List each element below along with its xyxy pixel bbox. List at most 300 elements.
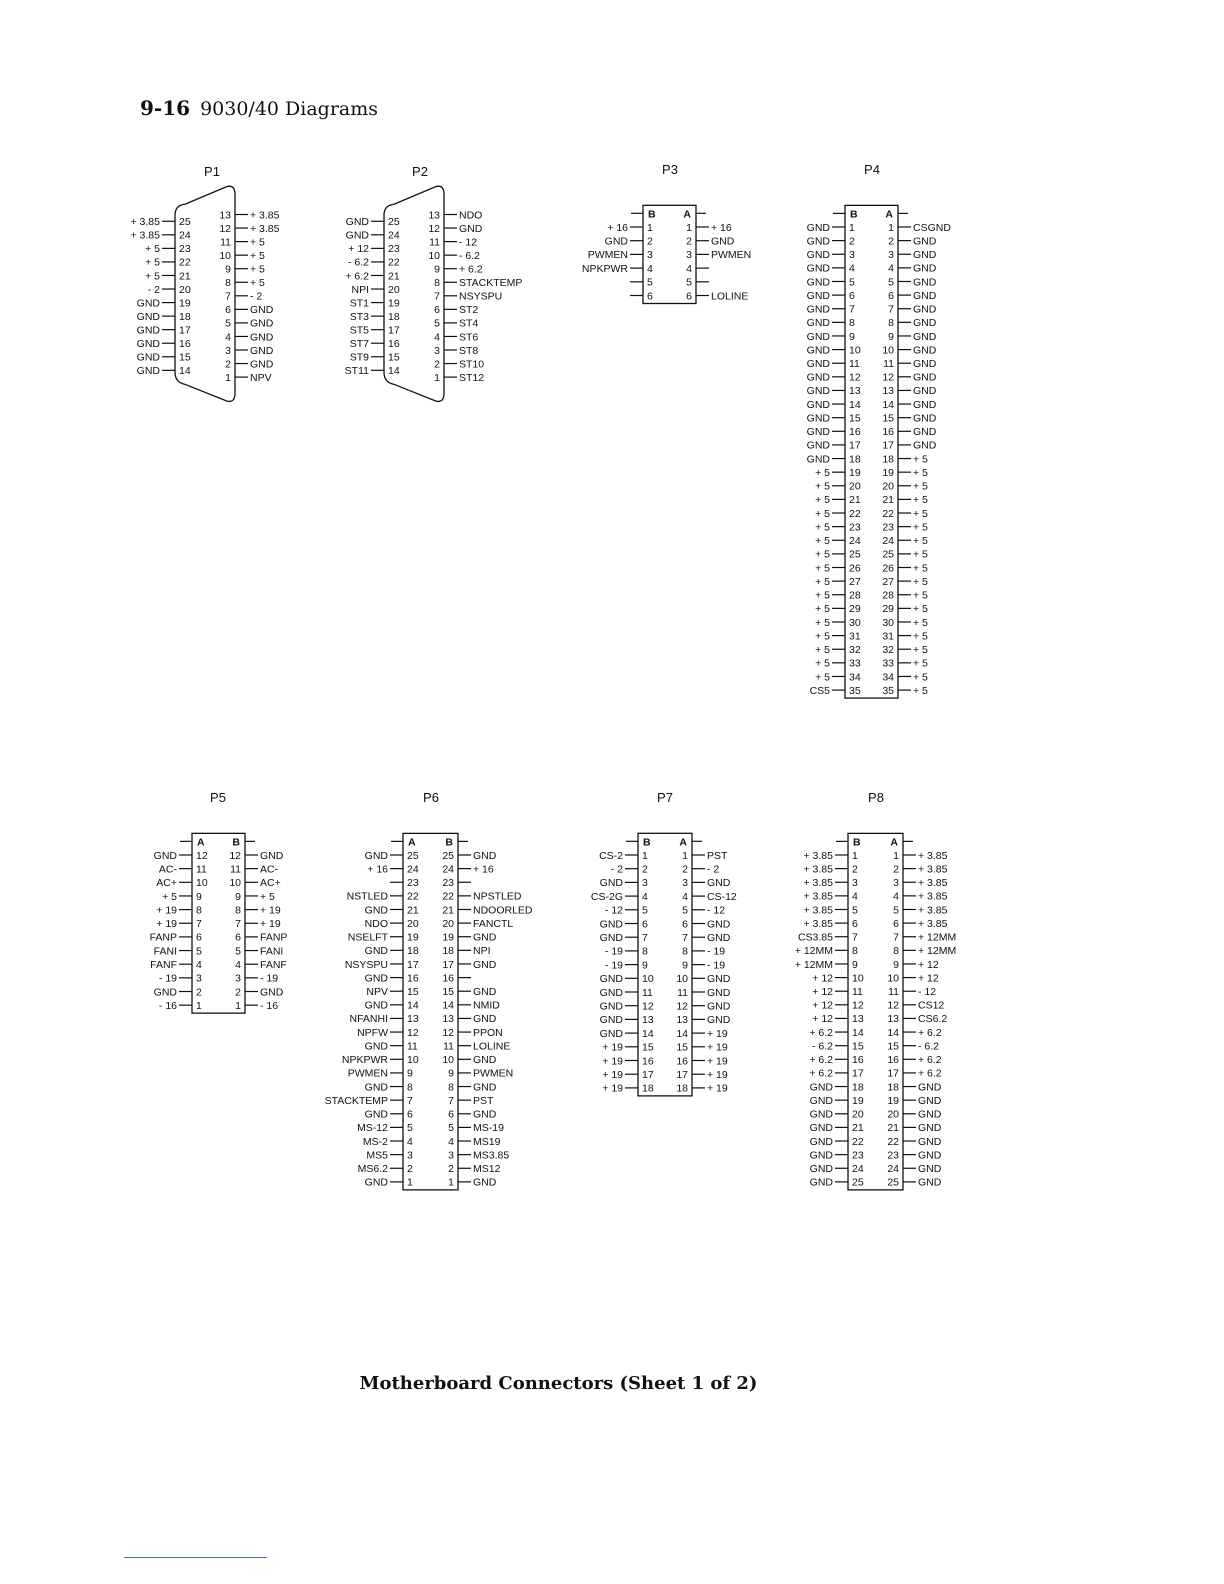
pin-number: 10 — [229, 877, 241, 890]
signal-label: - 19 — [604, 945, 623, 958]
signal-label: + 5 — [145, 243, 160, 256]
signal-label: ST5 — [349, 324, 369, 337]
signal-label: GND — [806, 453, 830, 466]
pin-number: 25 — [179, 216, 191, 229]
pin-number: 15 — [442, 986, 454, 998]
pin-number: 6 — [196, 931, 202, 944]
pin-number: 9 — [434, 263, 440, 276]
pin-number: 5 — [642, 904, 648, 917]
pin-number: 3 — [647, 249, 653, 262]
pin-number: 20 — [407, 917, 419, 930]
pin-number: 22 — [852, 1135, 864, 1148]
signal-label: + 5 — [250, 236, 265, 249]
pin-number: 20 — [388, 283, 400, 296]
signal-label: + 3.85 — [803, 917, 833, 930]
pin-number: 3 — [888, 249, 894, 262]
pin-number: 17 — [852, 1067, 864, 1080]
pin-number: 7 — [682, 932, 688, 944]
pin-number: 12 — [887, 999, 899, 1012]
pin-number: 12 — [676, 1000, 688, 1013]
signal-label: + 5 — [250, 249, 265, 262]
signal-label: NPKPWR — [581, 262, 628, 275]
pin-number: 25 — [388, 216, 400, 229]
pin-number: 16 — [852, 1054, 864, 1067]
signal-label: GND — [250, 358, 274, 371]
signal-label: GND — [918, 1176, 942, 1189]
signal-label: + 5 — [913, 671, 928, 684]
pin-number: 8 — [434, 277, 440, 290]
signal-label: + 6.2 — [918, 1054, 942, 1067]
pin-number: 18 — [388, 310, 400, 323]
pin-number: 25 — [852, 1176, 864, 1189]
pin-number: 22 — [442, 890, 454, 903]
signal-label: STACKTEMP — [324, 1094, 388, 1107]
pin-number: 7 — [225, 290, 231, 303]
pin-number: 2 — [849, 235, 855, 248]
signal-label: GND — [913, 235, 937, 248]
pin-number: 4 — [642, 890, 648, 903]
pin-number: 32 — [849, 644, 861, 657]
pin-number: 4 — [888, 262, 894, 275]
signal-label: ST2 — [459, 304, 479, 317]
pin-number: 6 — [434, 304, 440, 317]
signal-label: + 5 — [815, 466, 830, 479]
pin-number: 6 — [642, 918, 648, 931]
signal-label: + 19 — [260, 904, 281, 917]
signal-label: + 5 — [815, 575, 830, 588]
signal-label: NPI — [473, 945, 491, 958]
column-letter-left: A — [197, 836, 205, 849]
pin-number: 6 — [852, 917, 858, 930]
pin-number: 7 — [893, 931, 899, 944]
pin-number: 5 — [682, 904, 688, 917]
pin-number: 1 — [235, 999, 241, 1012]
signal-label: CS6.2 — [918, 1013, 948, 1026]
signal-label: GND — [806, 412, 830, 425]
pin-number: 16 — [676, 1055, 688, 1068]
pin-number: 6 — [682, 918, 688, 931]
signal-label: + 19 — [156, 918, 177, 931]
pin-number: 25 — [882, 548, 894, 561]
pin-number: 17 — [849, 439, 861, 452]
pin-number: 29 — [849, 603, 861, 616]
column-letter-right: A — [885, 208, 893, 221]
page-title: 9030/40 Diagrams — [200, 98, 379, 120]
signal-label: + 19 — [602, 1041, 623, 1054]
signal-label: CS-2G — [590, 890, 623, 903]
pin-number: 3 — [849, 249, 855, 262]
connector-p5 — [150, 790, 288, 1013]
column-letter-left: B — [643, 836, 651, 849]
pin-number: 9 — [235, 890, 241, 903]
signal-label: GND — [364, 1081, 388, 1094]
pin-number: 5 — [852, 904, 858, 917]
signal-label: GND — [153, 849, 177, 862]
pin-number: 9 — [225, 263, 231, 276]
signal-label: NPV — [366, 986, 388, 998]
signal-label: + 5 — [913, 630, 928, 643]
signal-label: + 5 — [815, 603, 830, 616]
pin-number: 7 — [888, 303, 894, 316]
pin-number: 34 — [882, 671, 894, 684]
pin-number: 23 — [887, 1149, 899, 1162]
pin-number: 1 — [196, 999, 202, 1012]
pin-number: 16 — [179, 338, 191, 351]
connector-p7 — [591, 790, 737, 1096]
signal-label: + 5 — [913, 684, 928, 697]
signal-label: + 5 — [250, 277, 265, 290]
pin-number: 11 — [888, 986, 899, 998]
signal-label: ST3 — [349, 310, 369, 323]
pin-number: 4 — [852, 890, 858, 903]
signal-label: GND — [913, 249, 937, 262]
pin-number: 5 — [225, 317, 231, 330]
pin-number: 2 — [407, 1163, 413, 1176]
pin-number: 10 — [196, 877, 208, 890]
pin-number: 13 — [882, 385, 894, 398]
pin-number: 6 — [407, 1108, 413, 1121]
figure-caption: Motherboard Connectors (Sheet 1 of 2) — [359, 1373, 758, 1394]
signal-label: + 19 — [602, 1082, 623, 1095]
pin-number: 24 — [442, 863, 454, 876]
pin-number: 19 — [179, 297, 191, 310]
pin-number: 21 — [407, 904, 419, 917]
signal-label: GND — [918, 1135, 942, 1148]
pin-number: 18 — [852, 1081, 864, 1094]
signal-label: + 5 — [913, 507, 928, 520]
signal-label: GND — [809, 1149, 833, 1162]
signal-label: + 5 — [815, 630, 830, 643]
signal-label: GND — [809, 1108, 833, 1121]
signal-label: + 5 — [815, 535, 830, 548]
signal-label: PST — [707, 849, 728, 862]
pin-number: 1 — [642, 849, 648, 862]
signal-label: GND — [473, 849, 497, 862]
signal-label: ST12 — [459, 371, 485, 384]
pin-number: 20 — [887, 1108, 899, 1121]
pin-number: 21 — [388, 270, 400, 283]
signal-label: GND — [809, 1176, 833, 1189]
connector-title: P5 — [210, 790, 226, 805]
pin-number: 10 — [442, 1054, 454, 1067]
pin-number: 10 — [642, 973, 654, 986]
signal-label: GND — [809, 1135, 833, 1148]
signal-label: + 5 — [913, 548, 928, 561]
pin-number: 15 — [852, 1040, 864, 1053]
signal-label: GND — [707, 973, 731, 986]
pin-number: 13 — [676, 1014, 688, 1027]
signal-label: GND — [806, 249, 830, 262]
signal-label: GND — [806, 235, 830, 248]
signal-label: MS6.2 — [357, 1163, 388, 1176]
signal-label: GND — [364, 1176, 388, 1189]
pin-number: 14 — [442, 999, 454, 1012]
signal-label: + 12MM — [794, 958, 833, 971]
pin-number: 29 — [882, 603, 894, 616]
pin-number: 1 — [225, 371, 231, 384]
pin-number: 4 — [849, 262, 855, 275]
signal-label: + 12 — [812, 986, 833, 998]
pin-number: 1 — [434, 371, 440, 384]
pin-number: 15 — [882, 412, 894, 425]
pin-number: 5 — [893, 904, 899, 917]
signal-label: MS19 — [473, 1135, 501, 1148]
signal-label: GND — [707, 918, 731, 931]
signal-label: GND — [913, 412, 937, 425]
signal-label: GND — [806, 276, 830, 289]
signal-label: GND — [809, 1094, 833, 1107]
signal-label: GND — [136, 310, 160, 323]
signal-label: GND — [806, 303, 830, 316]
pin-number: 18 — [882, 453, 894, 466]
signal-label: + 5 — [913, 562, 928, 575]
signal-label: GND — [599, 918, 623, 931]
signal-label: LOLINE — [711, 290, 749, 303]
pin-number: 30 — [849, 616, 861, 629]
signal-label: GND — [250, 304, 274, 317]
column-letter-left: B — [648, 208, 656, 221]
pin-number: 16 — [849, 426, 861, 439]
pin-number: 1 — [849, 221, 855, 234]
signal-label: PWMEN — [347, 1067, 388, 1080]
pin-number: 5 — [235, 945, 241, 958]
pin-number: 21 — [852, 1122, 864, 1135]
signal-label: STACKTEMP — [459, 277, 523, 290]
signal-label: GND — [473, 931, 497, 944]
pin-number: 24 — [887, 1163, 899, 1176]
pin-number: 2 — [448, 1163, 454, 1176]
pin-number: 14 — [852, 1026, 864, 1039]
pin-number: 10 — [676, 973, 688, 986]
pin-number: 12 — [229, 849, 241, 862]
pin-number: 5 — [647, 276, 653, 289]
signal-label: + 16 — [473, 863, 494, 876]
pin-number: 25 — [887, 1176, 899, 1189]
signal-label: NDOORLED — [473, 904, 533, 917]
pin-number: 31 — [849, 630, 861, 643]
pin-number: 17 — [442, 958, 454, 971]
pin-number: 24 — [849, 535, 861, 548]
signal-label: + 19 — [707, 1027, 728, 1040]
signal-label: + 5 — [913, 494, 928, 507]
signal-label: NPSTLED — [473, 890, 522, 903]
pin-number: 17 — [642, 1069, 654, 1081]
pin-number: 1 — [448, 1176, 454, 1189]
page-number: 9-16 — [140, 96, 191, 120]
signal-label: GND — [913, 262, 937, 275]
pin-number: 5 — [407, 1122, 413, 1135]
signal-label: - 6.2 — [347, 256, 369, 269]
signal-label: + 3.85 — [803, 890, 833, 903]
pin-number: 19 — [882, 466, 894, 479]
pin-number: 10 — [887, 972, 899, 985]
signal-label: GND — [809, 1163, 833, 1176]
signal-label: + 5 — [815, 507, 830, 520]
pin-number: 11 — [429, 236, 440, 249]
pin-number: 26 — [882, 562, 894, 575]
pin-number: 6 — [647, 290, 653, 303]
signal-label: GND — [153, 986, 177, 999]
signal-label: GND — [707, 877, 731, 890]
signal-label: NFANHI — [349, 1013, 388, 1026]
pin-number: 13 — [642, 1014, 654, 1027]
pin-number: 21 — [849, 494, 861, 507]
signal-label: + 19 — [707, 1055, 728, 1068]
signal-label: MS-19 — [473, 1122, 504, 1135]
pin-number: 7 — [448, 1094, 454, 1107]
pin-number: 28 — [849, 589, 861, 602]
pin-number: 2 — [642, 863, 648, 876]
pin-number: 8 — [682, 945, 688, 958]
signal-label: MS12 — [473, 1163, 501, 1176]
pin-number: 7 — [642, 932, 648, 944]
signal-label: GND — [913, 398, 937, 411]
pin-number: 6 — [225, 304, 231, 317]
signal-label: MS3.85 — [473, 1149, 510, 1162]
signal-label: GND — [599, 932, 623, 944]
pin-number: 1 — [888, 221, 894, 234]
pin-number: 4 — [647, 262, 653, 275]
pin-number: 9 — [888, 330, 894, 343]
pin-number: 7 — [235, 918, 241, 931]
signal-label: + 5 — [145, 256, 160, 269]
signal-label: GND — [913, 426, 937, 439]
signal-label: GND — [711, 235, 735, 248]
signal-label: GND — [599, 1000, 623, 1013]
signal-label: GND — [473, 1108, 497, 1121]
signal-label: + 12 — [812, 1013, 833, 1026]
column-letter-left: A — [408, 836, 416, 849]
pin-number: 5 — [196, 945, 202, 958]
pin-number: 16 — [407, 972, 419, 985]
signal-label: NPV — [250, 371, 272, 384]
signal-label: + 16 — [607, 221, 628, 234]
signal-label: - 2 — [610, 863, 623, 876]
signal-label: - 19 — [707, 945, 726, 958]
signal-label: GND — [250, 331, 274, 344]
connector-title: P3 — [662, 162, 678, 177]
signal-label: GND — [599, 973, 623, 986]
signal-label: GND — [599, 1014, 623, 1027]
pin-number: 2 — [225, 358, 231, 371]
pin-number: 13 — [887, 1013, 899, 1026]
pin-number: 7 — [196, 918, 202, 931]
pin-number: 11 — [642, 986, 653, 999]
signal-label: NDO — [364, 917, 388, 930]
pin-number: 3 — [235, 972, 241, 985]
signal-label: + 6.2 — [809, 1026, 833, 1039]
pin-number: 11 — [849, 358, 860, 370]
signal-label: FANI — [153, 945, 177, 958]
signal-label: + 5 — [913, 466, 928, 479]
signal-label: + 5 — [815, 562, 830, 575]
signal-label: + 5 — [145, 270, 160, 283]
signal-label: GND — [599, 877, 623, 890]
connector-p2 — [345, 164, 523, 401]
signal-label: GND — [913, 289, 937, 302]
pin-number: 5 — [849, 276, 855, 289]
signal-label: GND — [707, 932, 731, 944]
signal-label: + 5 — [250, 263, 265, 276]
signal-label: GND — [136, 351, 160, 364]
signal-label: GND — [707, 1000, 731, 1013]
signal-label: GND — [806, 385, 830, 398]
signal-label: GND — [918, 1122, 942, 1135]
signal-label: + 19 — [602, 1069, 623, 1081]
pin-number: 8 — [888, 317, 894, 330]
pin-number: 11 — [230, 863, 241, 876]
connector-p3 — [582, 162, 751, 304]
pin-number: 23 — [407, 877, 419, 890]
pin-number: 9 — [682, 959, 688, 972]
pin-number: 10 — [407, 1054, 419, 1067]
pin-number: 11 — [220, 236, 231, 249]
pin-number: 14 — [407, 999, 419, 1012]
pin-number: 3 — [434, 344, 440, 357]
signal-label: GND — [473, 958, 497, 971]
pin-number: 19 — [849, 466, 861, 479]
pin-number: 20 — [442, 917, 454, 930]
signal-label: + 3.85 — [803, 863, 833, 876]
pin-number: 4 — [196, 959, 202, 971]
pin-number: 13 — [219, 209, 231, 222]
pin-number: 10 — [849, 344, 861, 357]
signal-label: + 3.85 — [918, 863, 948, 876]
signal-label: GND — [250, 344, 274, 357]
pin-number: 3 — [642, 877, 648, 890]
pin-number: 14 — [388, 365, 400, 378]
pin-number: 4 — [235, 959, 241, 971]
pin-number: 13 — [849, 385, 861, 398]
signal-label: - 19 — [260, 972, 279, 985]
pin-number: 4 — [225, 331, 231, 344]
signal-label: + 19 — [602, 1055, 623, 1068]
signal-label: + 5 — [260, 890, 275, 903]
pin-number: 7 — [407, 1094, 413, 1107]
signal-label: NSYSPU — [344, 958, 388, 971]
pin-number: 18 — [642, 1082, 654, 1095]
column-letter-left: B — [850, 208, 858, 221]
pin-number: 21 — [882, 494, 894, 507]
pin-number: 10 — [882, 344, 894, 357]
signal-label: FANP — [260, 931, 288, 944]
signal-label: + 16 — [367, 863, 388, 876]
signal-label: + 6.2 — [459, 263, 483, 276]
pin-number: 19 — [442, 931, 454, 944]
signal-label: GND — [136, 365, 160, 378]
signal-label: GND — [473, 1081, 497, 1094]
signal-label: GND — [364, 904, 388, 917]
pin-number: 12 — [882, 371, 894, 384]
pin-number: 23 — [882, 521, 894, 534]
signal-label: + 6.2 — [918, 1026, 942, 1039]
pin-number: 11 — [852, 986, 863, 998]
signal-label: GND — [918, 1081, 942, 1094]
signal-label: GND — [918, 1108, 942, 1121]
signal-label: AC- — [158, 863, 177, 876]
signal-label: + 3.85 — [803, 877, 833, 890]
pin-number: 27 — [849, 575, 861, 588]
pin-number: 9 — [893, 958, 899, 971]
pin-number: 19 — [407, 931, 419, 944]
signal-label: GND — [913, 330, 937, 343]
pin-number: 7 — [852, 931, 858, 944]
signal-label: + 19 — [707, 1069, 728, 1081]
signal-label: + 5 — [913, 603, 928, 616]
signal-label: + 16 — [711, 221, 732, 234]
pin-number: 12 — [196, 849, 208, 862]
pin-number: 15 — [849, 412, 861, 425]
